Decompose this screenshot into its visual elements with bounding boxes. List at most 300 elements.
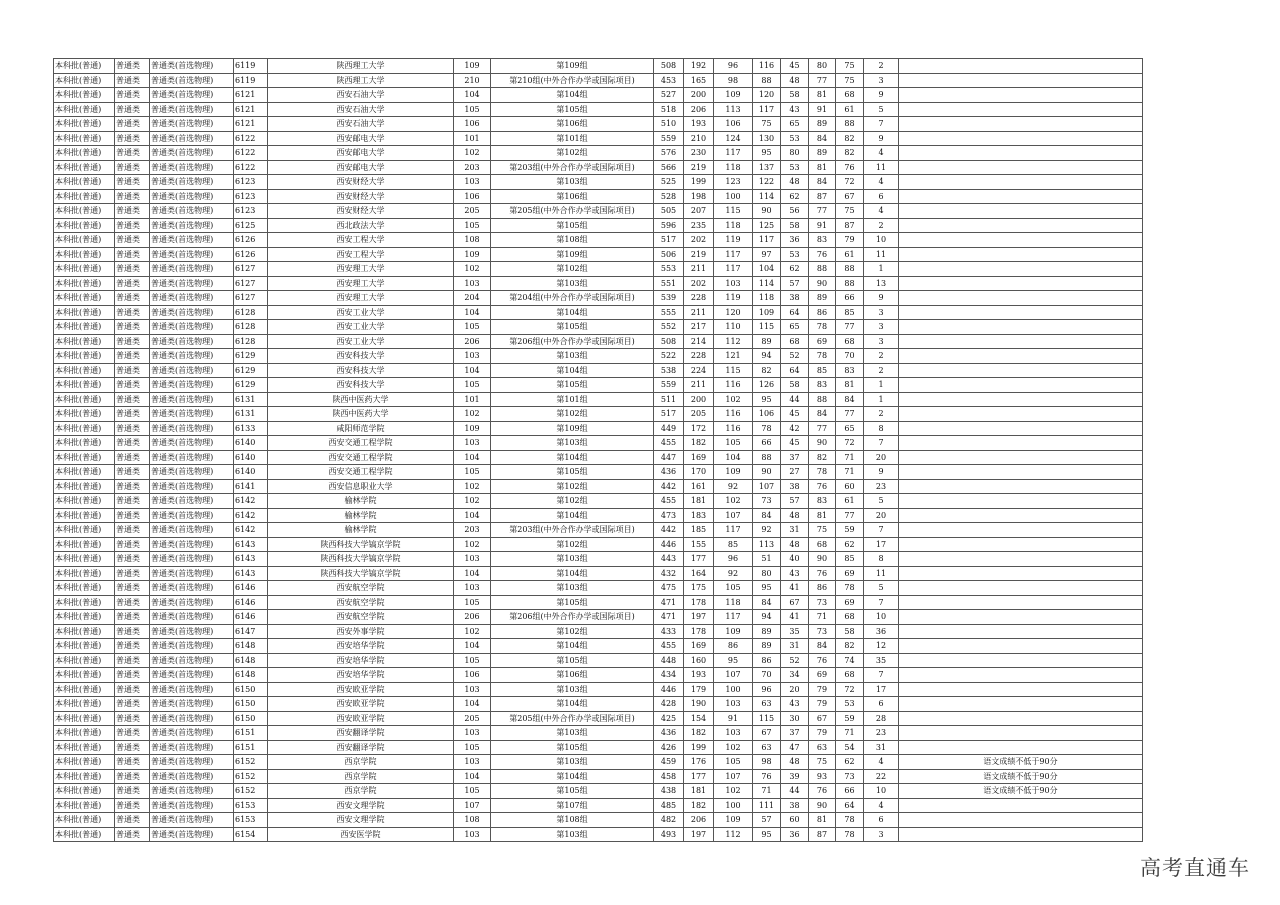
group-code-cell: 101 [454, 392, 491, 407]
score-f-cell: 82 [836, 131, 864, 146]
subject-type-cell: 普通类(首选物理) [150, 262, 234, 277]
batch-cell: 本科批(普通) [54, 204, 115, 219]
batch-cell: 本科批(普通) [54, 552, 115, 567]
category-cell: 普通类 [115, 682, 150, 697]
score-a-cell: 235 [684, 218, 714, 233]
score-f-cell: 68 [836, 88, 864, 103]
score-d-cell: 62 [781, 189, 809, 204]
score-d-cell: 44 [781, 392, 809, 407]
total-score-cell: 453 [654, 73, 684, 88]
batch-cell: 本科批(普通) [54, 784, 115, 799]
score-a-cell: 206 [684, 813, 714, 828]
total-score-cell: 555 [654, 305, 684, 320]
score-a-cell: 181 [684, 494, 714, 509]
table-row [54, 291, 1143, 306]
score-c-cell: 130 [753, 131, 781, 146]
group-name-cell: 第105组 [491, 653, 654, 668]
score-d-cell: 48 [781, 755, 809, 770]
score-c-cell: 95 [753, 392, 781, 407]
category-cell: 普通类 [115, 726, 150, 741]
score-f-cell: 77 [836, 508, 864, 523]
school-code-cell: 6146 [234, 595, 268, 610]
batch-cell: 本科批(普通) [54, 537, 115, 552]
group-name-cell: 第102组 [491, 494, 654, 509]
batch-cell: 本科批(普通) [54, 233, 115, 248]
category-cell: 普通类 [115, 494, 150, 509]
category-cell: 普通类 [115, 523, 150, 538]
batch-cell: 本科批(普通) [54, 88, 115, 103]
school-name-cell: 西安工程大学 [268, 247, 454, 262]
score-d-cell: 64 [781, 363, 809, 378]
subject-type-cell: 普通类(首选物理) [150, 537, 234, 552]
category-cell: 普通类 [115, 624, 150, 639]
score-f-cell: 82 [836, 146, 864, 161]
remark-cell [899, 320, 1143, 335]
subject-type-cell: 普通类(首选物理) [150, 697, 234, 712]
group-name-cell: 第103组 [491, 436, 654, 451]
score-c-cell: 76 [753, 769, 781, 784]
table-row [54, 262, 1143, 277]
batch-cell: 本科批(普通) [54, 610, 115, 625]
score-f-cell: 68 [836, 668, 864, 683]
score-b-cell: 109 [714, 624, 753, 639]
school-code-cell: 6150 [234, 697, 268, 712]
category-cell: 普通类 [115, 421, 150, 436]
school-name-cell: 西安工程大学 [268, 233, 454, 248]
score-d-cell: 52 [781, 349, 809, 364]
subject-type-cell: 普通类(首选物理) [150, 726, 234, 741]
group-name-cell: 第103组 [491, 581, 654, 596]
group-name-cell: 第104组 [491, 88, 654, 103]
score-d-cell: 48 [781, 175, 809, 190]
remark-cell [899, 450, 1143, 465]
school-name-cell: 西安文理学院 [268, 813, 454, 828]
batch-cell: 本科批(普通) [54, 59, 115, 74]
subject-type-cell: 普通类(首选物理) [150, 305, 234, 320]
score-b-cell: 92 [714, 479, 753, 494]
score-a-cell: 198 [684, 189, 714, 204]
total-score-cell: 425 [654, 711, 684, 726]
score-e-cell: 76 [809, 653, 836, 668]
score-f-cell: 74 [836, 653, 864, 668]
total-score-cell: 566 [654, 160, 684, 175]
subject-type-cell: 普通类(首选物理) [150, 813, 234, 828]
school-name-cell: 西安石油大学 [268, 117, 454, 132]
subject-type-cell: 普通类(首选物理) [150, 204, 234, 219]
score-c-cell: 95 [753, 146, 781, 161]
subject-type-cell: 普通类(首选物理) [150, 291, 234, 306]
score-c-cell: 71 [753, 784, 781, 799]
school-name-cell: 西安交通工程学院 [268, 436, 454, 451]
group-code-cell: 102 [454, 262, 491, 277]
score-e-cell: 84 [809, 175, 836, 190]
total-score-cell: 596 [654, 218, 684, 233]
group-code-cell: 104 [454, 305, 491, 320]
group-code-cell: 210 [454, 73, 491, 88]
score-a-cell: 183 [684, 508, 714, 523]
table-row [54, 508, 1143, 523]
batch-cell: 本科批(普通) [54, 117, 115, 132]
subject-type-cell: 普通类(首选物理) [150, 668, 234, 683]
subject-type-cell: 普通类(首选物理) [150, 610, 234, 625]
group-name-cell: 第104组 [491, 639, 654, 654]
batch-cell: 本科批(普通) [54, 247, 115, 262]
category-cell: 普通类 [115, 363, 150, 378]
score-c-cell: 95 [753, 827, 781, 842]
total-score-cell: 433 [654, 624, 684, 639]
score-a-cell: 224 [684, 363, 714, 378]
category-cell: 普通类 [115, 291, 150, 306]
category-cell: 普通类 [115, 204, 150, 219]
batch-cell: 本科批(普通) [54, 363, 115, 378]
category-cell: 普通类 [115, 59, 150, 74]
school-name-cell: 西安培华学院 [268, 639, 454, 654]
school-name-cell: 西安交通工程学院 [268, 450, 454, 465]
group-name-cell: 第203组(中外合作办学或国际项目) [491, 160, 654, 175]
school-code-cell: 6140 [234, 436, 268, 451]
score-f-cell: 62 [836, 755, 864, 770]
remark-cell [899, 421, 1143, 436]
score-d-cell: 48 [781, 537, 809, 552]
table-row [54, 610, 1143, 625]
remark-cell [899, 117, 1143, 132]
score-e-cell: 79 [809, 697, 836, 712]
group-name-cell: 第205组(中外合作办学或国际项目) [491, 204, 654, 219]
score-f-cell: 66 [836, 291, 864, 306]
batch-cell: 本科批(普通) [54, 740, 115, 755]
category-cell: 普通类 [115, 668, 150, 683]
group-code-cell: 104 [454, 508, 491, 523]
score-b-cell: 86 [714, 639, 753, 654]
category-cell: 普通类 [115, 740, 150, 755]
remark-cell [899, 566, 1143, 581]
school-code-cell: 6123 [234, 175, 268, 190]
score-c-cell: 109 [753, 305, 781, 320]
score-e-cell: 84 [809, 407, 836, 422]
score-c-cell: 122 [753, 175, 781, 190]
group-name-cell: 第102组 [491, 624, 654, 639]
rank-cell: 5 [864, 494, 899, 509]
school-code-cell: 6126 [234, 233, 268, 248]
remark-cell [899, 581, 1143, 596]
subject-type-cell: 普通类(首选物理) [150, 233, 234, 248]
school-name-cell: 西安邮电大学 [268, 146, 454, 161]
score-e-cell: 79 [809, 682, 836, 697]
score-d-cell: 53 [781, 160, 809, 175]
score-f-cell: 78 [836, 581, 864, 596]
school-name-cell: 榆林学院 [268, 523, 454, 538]
table-row [54, 711, 1143, 726]
table-row [54, 639, 1143, 654]
group-code-cell: 103 [454, 552, 491, 567]
table-row [54, 421, 1143, 436]
group-code-cell: 204 [454, 291, 491, 306]
score-e-cell: 76 [809, 566, 836, 581]
score-b-cell: 109 [714, 88, 753, 103]
group-name-cell: 第105组 [491, 218, 654, 233]
subject-type-cell: 普通类(首选物理) [150, 334, 234, 349]
category-cell: 普通类 [115, 552, 150, 567]
score-e-cell: 91 [809, 102, 836, 117]
group-name-cell: 第102组 [491, 262, 654, 277]
score-d-cell: 45 [781, 407, 809, 422]
score-e-cell: 84 [809, 131, 836, 146]
score-f-cell: 81 [836, 378, 864, 393]
score-b-cell: 118 [714, 218, 753, 233]
total-score-cell: 576 [654, 146, 684, 161]
score-c-cell: 94 [753, 610, 781, 625]
score-a-cell: 207 [684, 204, 714, 219]
category-cell: 普通类 [115, 160, 150, 175]
batch-cell: 本科批(普通) [54, 305, 115, 320]
score-f-cell: 70 [836, 349, 864, 364]
group-name-cell: 第105组 [491, 784, 654, 799]
score-e-cell: 83 [809, 233, 836, 248]
batch-cell: 本科批(普通) [54, 653, 115, 668]
score-c-cell: 113 [753, 537, 781, 552]
score-a-cell: 154 [684, 711, 714, 726]
subject-type-cell: 普通类(首选物理) [150, 378, 234, 393]
school-code-cell: 6128 [234, 334, 268, 349]
score-c-cell: 51 [753, 552, 781, 567]
total-score-cell: 525 [654, 175, 684, 190]
score-b-cell: 107 [714, 769, 753, 784]
score-d-cell: 58 [781, 88, 809, 103]
score-a-cell: 164 [684, 566, 714, 581]
score-d-cell: 39 [781, 769, 809, 784]
total-score-cell: 527 [654, 88, 684, 103]
score-b-cell: 112 [714, 334, 753, 349]
total-score-cell: 443 [654, 552, 684, 567]
school-name-cell: 西安石油大学 [268, 88, 454, 103]
score-d-cell: 67 [781, 595, 809, 610]
rank-cell: 7 [864, 668, 899, 683]
score-f-cell: 88 [836, 262, 864, 277]
score-a-cell: 185 [684, 523, 714, 538]
subject-type-cell: 普通类(首选物理) [150, 508, 234, 523]
score-a-cell: 161 [684, 479, 714, 494]
group-name-cell: 第104组 [491, 566, 654, 581]
score-e-cell: 88 [809, 392, 836, 407]
remark-cell [899, 378, 1143, 393]
score-b-cell: 100 [714, 798, 753, 813]
score-a-cell: 169 [684, 639, 714, 654]
school-name-cell: 西北政法大学 [268, 218, 454, 233]
score-e-cell: 89 [809, 146, 836, 161]
score-c-cell: 90 [753, 204, 781, 219]
school-code-cell: 6142 [234, 508, 268, 523]
category-cell: 普通类 [115, 102, 150, 117]
group-name-cell: 第102组 [491, 479, 654, 494]
school-code-cell: 6151 [234, 740, 268, 755]
school-code-cell: 6123 [234, 189, 268, 204]
total-score-cell: 475 [654, 581, 684, 596]
total-score-cell: 455 [654, 639, 684, 654]
score-e-cell: 86 [809, 305, 836, 320]
school-name-cell: 西京学院 [268, 755, 454, 770]
score-c-cell: 114 [753, 189, 781, 204]
batch-cell: 本科批(普通) [54, 668, 115, 683]
rank-cell: 22 [864, 769, 899, 784]
score-d-cell: 31 [781, 639, 809, 654]
group-name-cell: 第103组 [491, 726, 654, 741]
batch-cell: 本科批(普通) [54, 798, 115, 813]
table-row [54, 102, 1143, 117]
score-b-cell: 109 [714, 465, 753, 480]
group-code-cell: 104 [454, 697, 491, 712]
group-name-cell: 第107组 [491, 798, 654, 813]
score-e-cell: 77 [809, 421, 836, 436]
category-cell: 普通类 [115, 407, 150, 422]
school-name-cell: 陕西科技大学镐京学院 [268, 552, 454, 567]
school-name-cell: 西安工业大学 [268, 305, 454, 320]
score-e-cell: 63 [809, 740, 836, 755]
table-row [54, 88, 1143, 103]
group-code-cell: 106 [454, 117, 491, 132]
remark-cell [899, 175, 1143, 190]
batch-cell: 本科批(普通) [54, 218, 115, 233]
group-name-cell: 第205组(中外合作办学或国际项目) [491, 711, 654, 726]
score-b-cell: 116 [714, 378, 753, 393]
rank-cell: 17 [864, 537, 899, 552]
score-d-cell: 52 [781, 653, 809, 668]
subject-type-cell: 普通类(首选物理) [150, 523, 234, 538]
batch-cell: 本科批(普通) [54, 349, 115, 364]
group-code-cell: 105 [454, 218, 491, 233]
batch-cell: 本科批(普通) [54, 407, 115, 422]
group-code-cell: 102 [454, 624, 491, 639]
group-name-cell: 第103组 [491, 552, 654, 567]
score-d-cell: 65 [781, 117, 809, 132]
score-b-cell: 102 [714, 740, 753, 755]
subject-type-cell: 普通类(首选物理) [150, 218, 234, 233]
total-score-cell: 473 [654, 508, 684, 523]
rank-cell: 35 [864, 653, 899, 668]
category-cell: 普通类 [115, 813, 150, 828]
remark-cell [899, 407, 1143, 422]
rank-cell: 7 [864, 523, 899, 538]
score-b-cell: 103 [714, 697, 753, 712]
rank-cell: 9 [864, 291, 899, 306]
score-c-cell: 111 [753, 798, 781, 813]
remark-cell [899, 59, 1143, 74]
table-row [54, 117, 1143, 132]
group-name-cell: 第210组(中外合作办学或国际项目) [491, 73, 654, 88]
rank-cell: 17 [864, 682, 899, 697]
score-a-cell: 202 [684, 233, 714, 248]
score-c-cell: 78 [753, 421, 781, 436]
group-code-cell: 103 [454, 755, 491, 770]
remark-cell [899, 233, 1143, 248]
rank-cell: 3 [864, 73, 899, 88]
score-a-cell: 202 [684, 276, 714, 291]
table-row [54, 407, 1143, 422]
group-code-cell: 103 [454, 175, 491, 190]
subject-type-cell: 普通类(首选物理) [150, 798, 234, 813]
table-row [54, 755, 1143, 770]
score-d-cell: 64 [781, 305, 809, 320]
score-c-cell: 90 [753, 465, 781, 480]
rank-cell: 2 [864, 59, 899, 74]
score-c-cell: 86 [753, 653, 781, 668]
school-code-cell: 6146 [234, 581, 268, 596]
group-code-cell: 203 [454, 523, 491, 538]
batch-cell: 本科批(普通) [54, 508, 115, 523]
group-name-cell: 第103组 [491, 349, 654, 364]
score-f-cell: 77 [836, 320, 864, 335]
school-code-cell: 6143 [234, 566, 268, 581]
category-cell: 普通类 [115, 117, 150, 132]
score-e-cell: 75 [809, 755, 836, 770]
school-code-cell: 6122 [234, 131, 268, 146]
score-b-cell: 117 [714, 610, 753, 625]
score-b-cell: 103 [714, 276, 753, 291]
group-name-cell: 第109组 [491, 421, 654, 436]
score-b-cell: 105 [714, 581, 753, 596]
remark-cell [899, 363, 1143, 378]
table-row [54, 479, 1143, 494]
category-cell: 普通类 [115, 146, 150, 161]
score-d-cell: 41 [781, 581, 809, 596]
total-score-cell: 436 [654, 726, 684, 741]
table-row [54, 726, 1143, 741]
score-d-cell: 42 [781, 421, 809, 436]
category-cell: 普通类 [115, 349, 150, 364]
score-b-cell: 96 [714, 552, 753, 567]
subject-type-cell: 普通类(首选物理) [150, 436, 234, 451]
school-name-cell: 西安翻译学院 [268, 740, 454, 755]
subject-type-cell: 普通类(首选物理) [150, 320, 234, 335]
batch-cell: 本科批(普通) [54, 421, 115, 436]
school-code-cell: 6150 [234, 711, 268, 726]
subject-type-cell: 普通类(首选物理) [150, 247, 234, 262]
score-e-cell: 76 [809, 784, 836, 799]
score-d-cell: 80 [781, 146, 809, 161]
school-code-cell: 6127 [234, 276, 268, 291]
subject-type-cell: 普通类(首选物理) [150, 682, 234, 697]
group-name-cell: 第103组 [491, 682, 654, 697]
group-code-cell: 109 [454, 247, 491, 262]
subject-type-cell: 普通类(首选物理) [150, 175, 234, 190]
category-cell: 普通类 [115, 233, 150, 248]
score-f-cell: 68 [836, 610, 864, 625]
category-cell: 普通类 [115, 610, 150, 625]
score-c-cell: 88 [753, 450, 781, 465]
remark-cell [899, 146, 1143, 161]
table-row [54, 247, 1143, 262]
group-name-cell: 第101组 [491, 392, 654, 407]
group-name-cell: 第103组 [491, 276, 654, 291]
score-f-cell: 54 [836, 740, 864, 755]
total-score-cell: 438 [654, 784, 684, 799]
category-cell: 普通类 [115, 175, 150, 190]
table-row [54, 769, 1143, 784]
total-score-cell: 506 [654, 247, 684, 262]
batch-cell: 本科批(普通) [54, 697, 115, 712]
score-d-cell: 47 [781, 740, 809, 755]
remark-cell [899, 740, 1143, 755]
score-d-cell: 38 [781, 291, 809, 306]
subject-type-cell: 普通类(首选物理) [150, 392, 234, 407]
school-name-cell: 榆林学院 [268, 494, 454, 509]
table-row [54, 218, 1143, 233]
score-c-cell: 89 [753, 639, 781, 654]
school-name-cell: 西安科技大学 [268, 349, 454, 364]
score-b-cell: 102 [714, 784, 753, 799]
school-code-cell: 6141 [234, 479, 268, 494]
score-b-cell: 85 [714, 537, 753, 552]
batch-cell: 本科批(普通) [54, 262, 115, 277]
